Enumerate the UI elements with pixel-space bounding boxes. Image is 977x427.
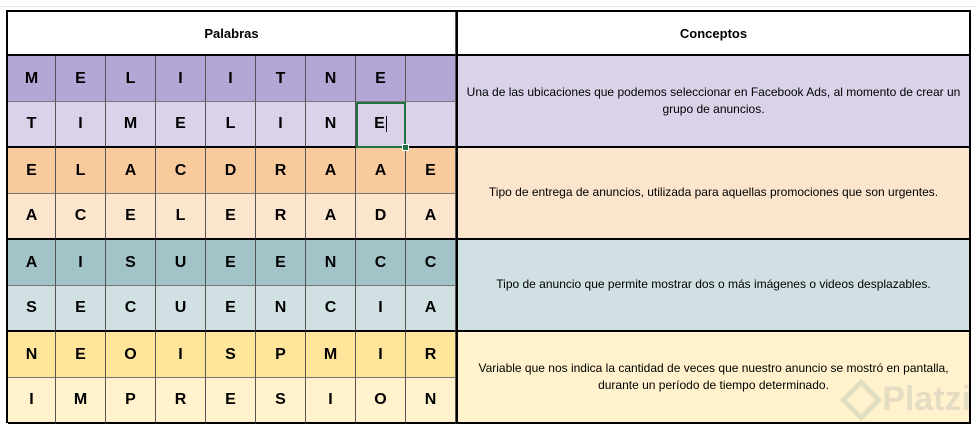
word-puzzle-table — [6, 10, 971, 423]
letter-cell-scrambled[interactable]: L — [56, 148, 106, 194]
letter-cell-solution[interactable]: A — [406, 194, 456, 240]
letter-cell-solution[interactable]: E — [206, 286, 256, 332]
letter-cell-scrambled[interactable]: E — [406, 148, 456, 194]
letter-cell-scrambled[interactable]: I — [356, 332, 406, 378]
letter-cell-solution[interactable]: O — [356, 378, 406, 424]
letter-cell-solution[interactable]: C — [306, 286, 356, 332]
letter-cell-scrambled[interactable]: I — [156, 332, 206, 378]
letter-cell-solution[interactable]: R — [256, 194, 306, 240]
letter-cell-solution[interactable]: P — [106, 378, 156, 424]
letter-cell-solution[interactable] — [406, 102, 456, 148]
selected-letter-cell[interactable]: E — [356, 102, 406, 148]
letter-cell-scrambled[interactable]: E — [56, 56, 106, 102]
letter-cell-solution[interactable]: E — [206, 378, 256, 424]
letter-cell-solution[interactable]: A — [8, 194, 56, 240]
text-caret — [386, 116, 387, 132]
letter-cell-solution[interactable]: N — [406, 378, 456, 424]
letter-cell-scrambled[interactable]: A — [306, 148, 356, 194]
letter-cell-solution[interactable]: I — [56, 102, 106, 148]
letter-cell-scrambled[interactable]: A — [106, 148, 156, 194]
letter-cell-scrambled[interactable]: E — [256, 240, 306, 286]
letter-cell-scrambled[interactable]: A — [356, 148, 406, 194]
letter-cell-solution[interactable]: I — [8, 378, 56, 424]
letter-cell-solution[interactable]: R — [156, 378, 206, 424]
letter-cell-scrambled[interactable]: I — [56, 240, 106, 286]
letter-cell-solution[interactable]: I — [306, 378, 356, 424]
letter-cell-scrambled[interactable]: E — [356, 56, 406, 102]
letter-cell-scrambled[interactable]: R — [256, 148, 306, 194]
letter-cell-scrambled[interactable]: E — [56, 332, 106, 378]
letter-cell-scrambled[interactable]: I — [156, 56, 206, 102]
letter-cell-solution[interactable]: N — [256, 286, 306, 332]
concept-cell[interactable]: Tipo de anuncio que permite mostrar dos o más imágenes o videos desplazables. — [456, 240, 971, 332]
letter-cell-solution[interactable]: L — [156, 194, 206, 240]
letter-cell-scrambled[interactable]: T — [256, 56, 306, 102]
letter-cell-solution[interactable]: A — [306, 194, 356, 240]
letter-cell-scrambled[interactable]: S — [106, 240, 156, 286]
concept-cell[interactable]: Una de las ubicaciones que podemos seleccionar en Facebook Ads, al momento de crear un grupo de anuncios. — [456, 56, 971, 148]
letter-cell-scrambled[interactable]: C — [406, 240, 456, 286]
letter-cell-scrambled[interactable]: M — [8, 56, 56, 102]
letter-cell-scrambled[interactable]: D — [206, 148, 256, 194]
letter-cell-scrambled[interactable]: A — [8, 240, 56, 286]
letter-cell-solution[interactable]: M — [106, 102, 156, 148]
letter-cell-scrambled[interactable]: R — [406, 332, 456, 378]
letter-cell-solution[interactable]: T — [8, 102, 56, 148]
letter-cell-scrambled[interactable]: N — [306, 240, 356, 286]
letter-cell-scrambled[interactable] — [406, 56, 456, 102]
letter-cell-solution[interactable]: S — [256, 378, 306, 424]
letter-cell-scrambled[interactable]: O — [106, 332, 156, 378]
letter-cell-scrambled[interactable]: E — [206, 240, 256, 286]
letter-cell-scrambled[interactable]: I — [206, 56, 256, 102]
letter-cell-scrambled[interactable]: L — [106, 56, 156, 102]
letter-cell-solution[interactable]: E — [106, 194, 156, 240]
letter-cell-solution[interactable]: C — [56, 194, 106, 240]
concept-cell[interactable]: Tipo de entrega de anuncios, utilizada para aquellas promociones que son urgentes. — [456, 148, 971, 240]
letter-cell-solution[interactable]: M — [56, 378, 106, 424]
letter-cell-scrambled[interactable]: C — [356, 240, 406, 286]
letter-cell-solution[interactable]: E — [156, 102, 206, 148]
fill-handle[interactable] — [402, 144, 409, 151]
letter-cell-solution[interactable]: U — [156, 286, 206, 332]
letter-cell-scrambled[interactable]: N — [8, 332, 56, 378]
letter-cell-scrambled[interactable]: C — [156, 148, 206, 194]
letter-cell-scrambled[interactable]: U — [156, 240, 206, 286]
letter-cell-solution[interactable]: I — [356, 286, 406, 332]
letter-cell-solution[interactable]: E — [56, 286, 106, 332]
letter-cell-scrambled[interactable]: P — [256, 332, 306, 378]
letter-cell-solution[interactable]: N — [306, 102, 356, 148]
concept-cell[interactable]: Variable que nos indica la cantidad de veces que nuestro anuncio se mostró en pantalla, durante un período de tiempo determinado. — [456, 332, 971, 424]
letter-cell-solution[interactable]: L — [206, 102, 256, 148]
letter-cell-scrambled[interactable]: N — [306, 56, 356, 102]
letter-cell-scrambled[interactable]: M — [306, 332, 356, 378]
letter-cell-solution[interactable]: A — [406, 286, 456, 332]
header-conceptos[interactable]: Conceptos — [456, 12, 971, 56]
header-palabras[interactable]: Palabras — [8, 12, 456, 56]
letter-cell-solution[interactable]: S — [8, 286, 56, 332]
letter-cell-scrambled[interactable]: S — [206, 332, 256, 378]
letter-cell-solution[interactable]: E — [206, 194, 256, 240]
letter-cell-solution[interactable]: C — [106, 286, 156, 332]
letter-cell-scrambled[interactable]: E — [8, 148, 56, 194]
letter-cell-solution[interactable]: I — [256, 102, 306, 148]
letter-cell-solution[interactable]: D — [356, 194, 406, 240]
watermark-text: Platzi — [882, 380, 971, 418]
